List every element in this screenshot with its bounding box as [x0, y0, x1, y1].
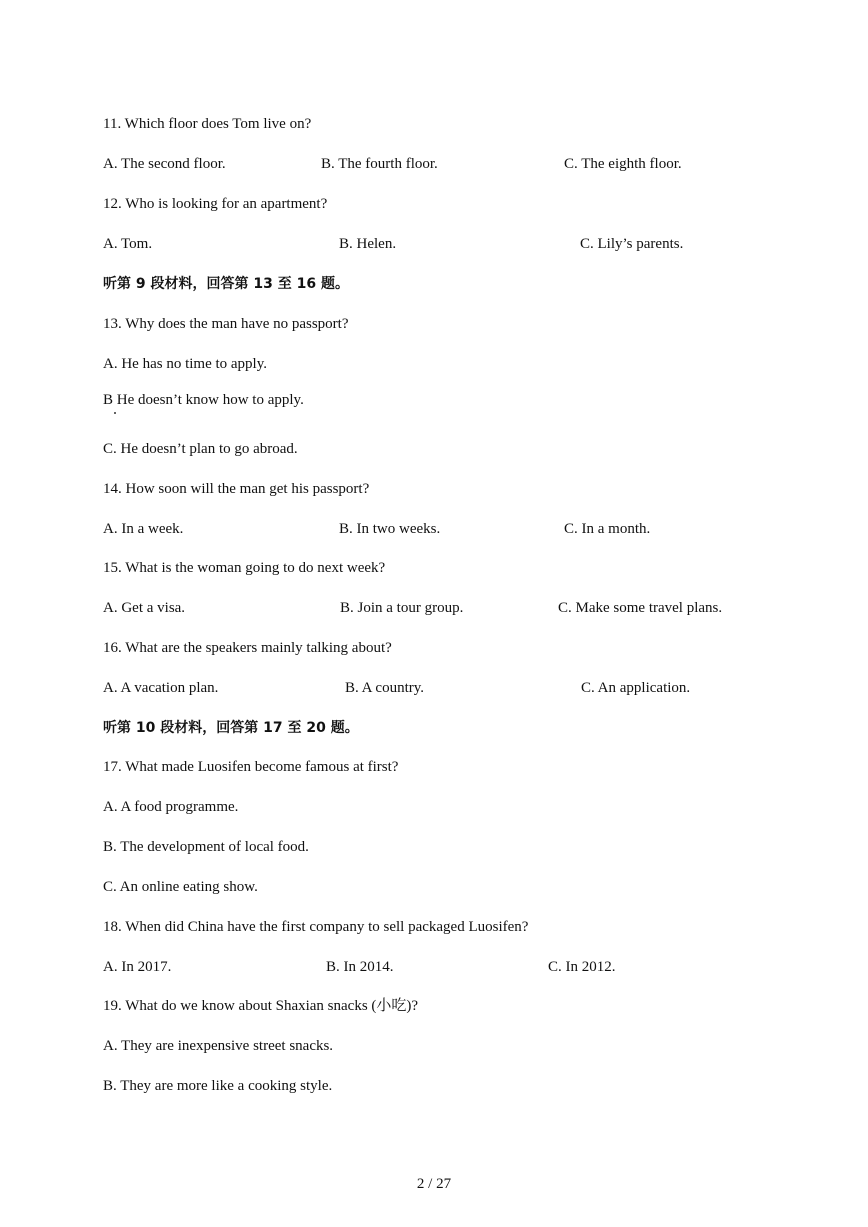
question-19: 19. What do we know about Shaxian snacks (小吃)?	[103, 998, 419, 1014]
question-13: 13. Why does the man have no passport?	[103, 316, 349, 332]
question-14-option-a: A. In a week.	[103, 521, 184, 537]
section-heading-10: 听第 10 段材料，回答第 17 至 20 题。	[103, 720, 359, 736]
question-18-option-c: C. In 2012.	[548, 959, 616, 975]
page-number: 2 / 27	[416, 1176, 452, 1192]
question-15-option-c: C. Make some travel plans.	[558, 600, 723, 616]
stray-dot-mark	[114, 412, 116, 414]
question-15-option-b: B. Join a tour group.	[340, 600, 464, 616]
question-13-option-c: C. He doesn’t plan to go abroad.	[103, 441, 298, 457]
question-14: 14. How soon will the man get his passport?	[103, 481, 370, 497]
question-16-option-a: A. A vacation plan.	[103, 680, 219, 696]
question-12-option-c: C. Lily’s parents.	[580, 236, 684, 252]
question-16-option-b: B. A country.	[345, 680, 425, 696]
question-17-option-a: A. A food programme.	[103, 799, 239, 815]
question-17: 17. What made Luosifen become famous at first?	[103, 759, 399, 775]
question-12-option-b: B. Helen.	[339, 236, 397, 252]
question-16: 16. What are the speakers mainly talking about?	[103, 640, 392, 656]
question-14-option-b: B. In two weeks.	[339, 521, 441, 537]
question-11-option-c: C. The eighth floor.	[564, 156, 682, 172]
question-12-option-a: A. Tom.	[103, 236, 153, 252]
question-17-option-b: B. The development of local food.	[103, 839, 309, 855]
question-16-option-c: C. An application.	[581, 680, 691, 696]
section-heading-9: 听第 9 段材料，回答第 13 至 16 题。	[103, 276, 349, 292]
question-13-option-a: A. He has no time to apply.	[103, 356, 267, 372]
question-18-option-a: A. In 2017.	[103, 959, 172, 975]
question-19-option-b: B. They are more like a cooking style.	[103, 1078, 333, 1094]
question-17-option-c: C. An online eating show.	[103, 879, 258, 895]
question-15: 15. What is the woman going to do next week?	[103, 560, 386, 576]
question-14-option-c: C. In a month.	[564, 521, 651, 537]
question-15-option-a: A. Get a visa.	[103, 600, 186, 616]
question-11-option-a: A. The second floor.	[103, 156, 226, 172]
question-18-option-b: B. In 2014.	[326, 959, 394, 975]
question-11: 11. Which floor does Tom live on?	[103, 116, 312, 132]
question-19-option-a: A. They are inexpensive street snacks.	[103, 1038, 334, 1054]
question-18: 18. When did China have the first company to sell packaged Luosifen?	[103, 919, 529, 935]
question-11-option-b: B. The fourth floor.	[321, 156, 438, 172]
question-12: 12. Who is looking for an apartment?	[103, 196, 328, 212]
question-13-option-b: B He doesn’t know how to apply.	[103, 392, 304, 408]
